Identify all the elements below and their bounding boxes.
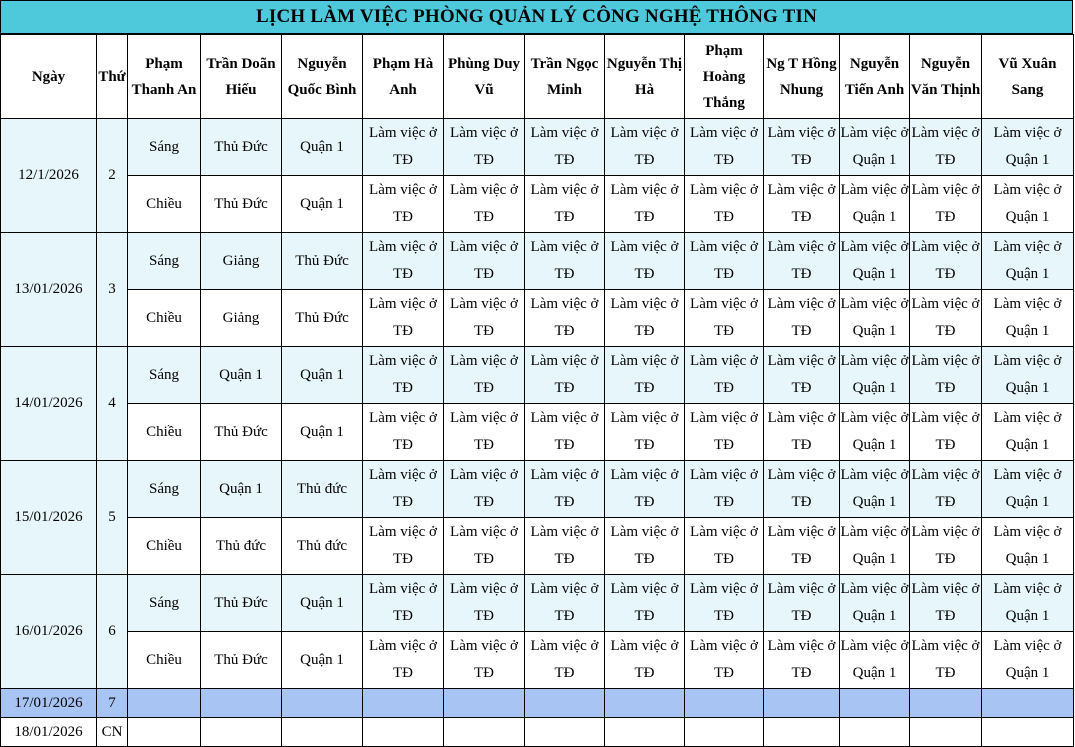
schedule-cell[interactable]: Làm việc ở TĐ xyxy=(363,290,444,347)
table-row xyxy=(1,689,1074,718)
schedule-cell[interactable]: Làm việc ở TĐ xyxy=(444,461,525,518)
schedule-cell[interactable]: Thủ Đức xyxy=(201,404,282,461)
schedule-cell[interactable]: Làm việc ở Quận 1 xyxy=(840,119,910,176)
schedule-cell[interactable]: Làm việc ở TĐ xyxy=(764,461,840,518)
schedule-cell[interactable]: Quận 1 xyxy=(282,176,363,233)
empty-cell[interactable] xyxy=(525,718,605,747)
empty-cell[interactable] xyxy=(840,718,910,747)
schedule-cell[interactable]: Giảng xyxy=(201,233,282,290)
table-row xyxy=(1,575,1074,632)
empty-cell[interactable] xyxy=(201,718,282,747)
schedule-cell[interactable]: Làm việc ở Quận 1 xyxy=(982,233,1074,290)
column-header[interactable]: Trần Doãn Hiếu xyxy=(201,35,282,119)
date-cell[interactable]: 15/01/2026 xyxy=(1,461,97,575)
date-cell[interactable]: 17/01/2026 xyxy=(1,689,97,718)
schedule-cell[interactable]: Làm việc ở TĐ xyxy=(685,347,764,404)
session-cell[interactable]: Chiều xyxy=(128,632,201,689)
schedule-cell[interactable]: Làm việc ở TĐ xyxy=(685,176,764,233)
empty-cell[interactable] xyxy=(910,689,982,718)
weekday-cell[interactable]: 5 xyxy=(97,461,128,575)
schedule-cell[interactable]: Làm việc ở Quận 1 xyxy=(982,347,1074,404)
date-cell[interactable]: 16/01/2026 xyxy=(1,575,97,689)
schedule-cell[interactable]: Thủ Đức xyxy=(282,290,363,347)
schedule-cell[interactable]: Làm việc ở Quận 1 xyxy=(840,575,910,632)
empty-cell[interactable] xyxy=(764,718,840,747)
schedule-cell[interactable]: Làm việc ở TĐ xyxy=(363,347,444,404)
session-cell[interactable]: Sáng xyxy=(128,575,201,632)
table-row xyxy=(1,718,1074,747)
table-row xyxy=(1,518,1074,575)
schedule-cell[interactable]: Thủ đức xyxy=(282,461,363,518)
schedule-cell[interactable]: Làm việc ở TĐ xyxy=(525,119,605,176)
session-cell[interactable]: Chiều xyxy=(128,176,201,233)
schedule-cell[interactable]: Làm việc ở TĐ xyxy=(764,176,840,233)
schedule-cell[interactable]: Làm việc ở TĐ xyxy=(764,233,840,290)
schedule-cell[interactable]: Làm việc ở Quận 1 xyxy=(982,176,1074,233)
header-row xyxy=(1,35,1074,119)
schedule-cell[interactable]: Thủ Đức xyxy=(282,233,363,290)
table-row xyxy=(1,632,1074,689)
empty-cell[interactable] xyxy=(910,718,982,747)
schedule-cell[interactable]: Làm việc ở TĐ xyxy=(685,518,764,575)
schedule-cell[interactable]: Làm việc ở TĐ xyxy=(764,290,840,347)
schedule-cell[interactable]: Làm việc ở TĐ xyxy=(363,176,444,233)
column-header[interactable]: Phạm Thanh An xyxy=(128,35,201,119)
session-cell[interactable]: Chiều xyxy=(128,290,201,347)
session-cell[interactable]: Chiều xyxy=(128,404,201,461)
schedule-cell[interactable]: Làm việc ở TĐ xyxy=(444,119,525,176)
schedule-cell[interactable]: Làm việc ở TĐ xyxy=(363,461,444,518)
schedule-cell[interactable]: Làm việc ở TĐ xyxy=(444,632,525,689)
schedule-cell[interactable]: Làm việc ở Quận 1 xyxy=(982,518,1074,575)
session-cell[interactable]: Chiều xyxy=(128,518,201,575)
column-header[interactable]: Nguyễn Quốc Bình xyxy=(282,35,363,119)
weekday-cell[interactable]: 6 xyxy=(97,575,128,689)
schedule-cell[interactable]: Làm việc ở TĐ xyxy=(605,119,685,176)
weekday-cell[interactable]: 3 xyxy=(97,233,128,347)
session-cell[interactable]: Sáng xyxy=(128,461,201,518)
schedule-cell[interactable]: Làm việc ở Quận 1 xyxy=(982,119,1074,176)
empty-cell[interactable] xyxy=(282,689,363,718)
schedule-cell[interactable]: Làm việc ở TĐ xyxy=(525,518,605,575)
schedule-cell[interactable]: Làm việc ở TĐ xyxy=(605,575,685,632)
empty-cell[interactable] xyxy=(685,689,764,718)
schedule-cell[interactable]: Làm việc ở Quận 1 xyxy=(840,404,910,461)
table-row xyxy=(1,176,1074,233)
schedule-cell[interactable]: Quận 1 xyxy=(282,119,363,176)
schedule-cell[interactable]: Làm việc ở TĐ xyxy=(525,575,605,632)
schedule-cell[interactable]: Làm việc ở Quận 1 xyxy=(982,575,1074,632)
column-header[interactable]: Phùng Duy Vũ xyxy=(444,35,525,119)
schedule-cell[interactable]: Làm việc ở TĐ xyxy=(525,404,605,461)
schedule-body xyxy=(1,119,1074,747)
table-row xyxy=(1,347,1074,404)
schedule-cell[interactable]: Làm việc ở TĐ xyxy=(764,404,840,461)
schedule-cell[interactable]: Thủ đức xyxy=(282,518,363,575)
empty-cell[interactable] xyxy=(982,718,1074,747)
column-header[interactable]: Phạm Hoàng Thắng xyxy=(685,35,764,119)
schedule-cell[interactable]: Làm việc ở Quận 1 xyxy=(840,347,910,404)
empty-cell[interactable] xyxy=(982,689,1074,718)
schedule-cell[interactable]: Quận 1 xyxy=(282,347,363,404)
schedule-cell[interactable]: Làm việc ở TĐ xyxy=(764,347,840,404)
schedule-cell[interactable]: Làm việc ở TĐ xyxy=(764,518,840,575)
schedule-cell[interactable]: Làm việc ở TĐ xyxy=(910,233,982,290)
schedule-cell[interactable]: Làm việc ở TĐ xyxy=(685,404,764,461)
schedule-cell[interactable]: Làm việc ở TĐ xyxy=(685,575,764,632)
table-row xyxy=(1,119,1074,176)
column-header[interactable]: Vũ Xuân Sang xyxy=(982,35,1074,119)
schedule-cell[interactable]: Làm việc ở TĐ xyxy=(525,176,605,233)
session-cell[interactable]: Sáng xyxy=(128,233,201,290)
schedule-cell[interactable]: Làm việc ở TĐ xyxy=(525,461,605,518)
schedule-cell[interactable]: Làm việc ở TĐ xyxy=(685,233,764,290)
schedule-cell[interactable]: Làm việc ở TĐ xyxy=(363,233,444,290)
column-header[interactable]: Ngày xyxy=(1,35,97,119)
schedule-cell[interactable]: Thủ Đức xyxy=(201,119,282,176)
schedule-cell[interactable]: Quận 1 xyxy=(282,575,363,632)
schedule-cell[interactable]: Làm việc ở Quận 1 xyxy=(840,233,910,290)
schedule-cell[interactable]: Làm việc ở TĐ xyxy=(910,518,982,575)
schedule-cell[interactable]: Làm việc ở TĐ xyxy=(685,119,764,176)
schedule-cell[interactable]: Làm việc ở Quận 1 xyxy=(840,518,910,575)
schedule-cell[interactable]: Làm việc ở TĐ xyxy=(910,575,982,632)
schedule-cell[interactable]: Thủ Đức xyxy=(201,632,282,689)
schedule-cell[interactable]: Làm việc ở TĐ xyxy=(685,632,764,689)
schedule-cell[interactable]: Làm việc ở Quận 1 xyxy=(840,290,910,347)
schedule-cell[interactable]: Thủ Đức xyxy=(201,176,282,233)
schedule-cell[interactable]: Làm việc ở Quận 1 xyxy=(840,176,910,233)
schedule-cell[interactable]: Làm việc ở Quận 1 xyxy=(840,461,910,518)
schedule-cell[interactable]: Làm việc ở TĐ xyxy=(444,575,525,632)
schedule-cell[interactable]: Làm việc ở Quận 1 xyxy=(982,461,1074,518)
schedule-cell[interactable]: Làm việc ở TĐ xyxy=(764,575,840,632)
date-cell[interactable]: 18/01/2026 xyxy=(1,718,97,747)
schedule-cell[interactable]: Làm việc ở TĐ xyxy=(363,632,444,689)
empty-cell[interactable] xyxy=(128,689,201,718)
schedule-cell[interactable]: Quận 1 xyxy=(282,404,363,461)
schedule-cell[interactable]: Làm việc ở TĐ xyxy=(910,632,982,689)
schedule-cell[interactable]: Làm việc ở TĐ xyxy=(910,404,982,461)
schedule-cell[interactable]: Làm việc ở TĐ xyxy=(910,347,982,404)
schedule-cell[interactable]: Làm việc ở TĐ xyxy=(605,290,685,347)
column-header[interactable]: Trần Ngọc Minh xyxy=(525,35,605,119)
empty-cell[interactable] xyxy=(128,718,201,747)
empty-cell[interactable] xyxy=(282,718,363,747)
empty-cell[interactable] xyxy=(525,689,605,718)
schedule-cell[interactable]: Làm việc ở TĐ xyxy=(685,290,764,347)
schedule-cell[interactable]: Làm việc ở TĐ xyxy=(444,290,525,347)
schedule-table xyxy=(0,34,1074,747)
weekday-cell[interactable]: 2 xyxy=(97,119,128,233)
schedule-cell[interactable]: Làm việc ở TĐ xyxy=(525,233,605,290)
empty-cell[interactable] xyxy=(605,718,685,747)
schedule-cell[interactable]: Thủ đức xyxy=(201,518,282,575)
session-cell[interactable]: Sáng xyxy=(128,119,201,176)
empty-cell[interactable] xyxy=(605,689,685,718)
schedule-cell[interactable]: Làm việc ở TĐ xyxy=(910,290,982,347)
schedule-cell[interactable]: Làm việc ở TĐ xyxy=(764,632,840,689)
schedule-cell[interactable]: Giảng xyxy=(201,290,282,347)
empty-cell[interactable] xyxy=(363,689,444,718)
column-header[interactable]: Thứ xyxy=(97,35,128,119)
table-row xyxy=(1,290,1074,347)
schedule-cell[interactable]: Làm việc ở Quận 1 xyxy=(982,632,1074,689)
column-header[interactable]: Ng T Hồng Nhung xyxy=(764,35,840,119)
schedule-cell[interactable]: Làm việc ở TĐ xyxy=(363,518,444,575)
schedule-cell[interactable]: Làm việc ở TĐ xyxy=(444,176,525,233)
schedule-cell[interactable]: Làm việc ở TĐ xyxy=(605,632,685,689)
schedule-cell[interactable]: Làm việc ở TĐ xyxy=(764,119,840,176)
schedule-cell[interactable]: Làm việc ở Quận 1 xyxy=(982,290,1074,347)
weekday-cell[interactable]: CN xyxy=(97,718,128,747)
empty-cell[interactable] xyxy=(840,689,910,718)
schedule-cell[interactable]: Làm việc ở TĐ xyxy=(444,404,525,461)
date-cell[interactable]: 14/01/2026 xyxy=(1,347,97,461)
session-cell[interactable]: Sáng xyxy=(128,347,201,404)
schedule-cell[interactable]: Làm việc ở TĐ xyxy=(910,119,982,176)
schedule-cell[interactable]: Quận 1 xyxy=(201,347,282,404)
schedule-cell[interactable]: Làm việc ở TĐ xyxy=(363,404,444,461)
empty-cell[interactable] xyxy=(764,689,840,718)
schedule-cell[interactable]: Làm việc ở TĐ xyxy=(525,632,605,689)
schedule-cell[interactable]: Làm việc ở TĐ xyxy=(444,347,525,404)
date-cell[interactable]: 13/01/2026 xyxy=(1,233,97,347)
schedule-cell[interactable]: Làm việc ở TĐ xyxy=(363,119,444,176)
schedule-cell[interactable]: Thủ Đức xyxy=(201,575,282,632)
empty-cell[interactable] xyxy=(685,718,764,747)
schedule-cell[interactable]: Làm việc ở TĐ xyxy=(363,575,444,632)
schedule-cell[interactable]: Quận 1 xyxy=(201,461,282,518)
empty-cell[interactable] xyxy=(363,718,444,747)
table-row xyxy=(1,461,1074,518)
empty-cell[interactable] xyxy=(444,718,525,747)
schedule-cell[interactable]: Làm việc ở TĐ xyxy=(525,347,605,404)
schedule-cell[interactable]: Làm việc ở TĐ xyxy=(910,176,982,233)
schedule-cell[interactable]: Làm việc ở TĐ xyxy=(685,461,764,518)
empty-cell[interactable] xyxy=(444,689,525,718)
column-header[interactable]: Nguyễn Tiến Anh xyxy=(840,35,910,119)
weekday-cell[interactable]: 7 xyxy=(97,689,128,718)
weekday-cell[interactable]: 4 xyxy=(97,347,128,461)
schedule-cell[interactable]: Làm việc ở TĐ xyxy=(605,461,685,518)
schedule-cell[interactable]: Làm việc ở TĐ xyxy=(605,404,685,461)
schedule-cell[interactable]: Làm việc ở TĐ xyxy=(605,233,685,290)
sheet-title[interactable]: LỊCH LÀM VIỆC PHÒNG QUẢN LÝ CÔNG NGHỆ THÔNG TIN xyxy=(0,0,1073,34)
schedule-cell[interactable]: Làm việc ở Quận 1 xyxy=(982,404,1074,461)
column-header[interactable]: Nguyễn Văn Thịnh xyxy=(910,35,982,119)
date-cell[interactable]: 12/1/2026 xyxy=(1,119,97,233)
schedule-cell[interactable]: Làm việc ở TĐ xyxy=(444,518,525,575)
table-row xyxy=(1,404,1074,461)
empty-cell[interactable] xyxy=(201,689,282,718)
schedule-cell[interactable]: Làm việc ở TĐ xyxy=(605,176,685,233)
schedule-cell[interactable]: Làm việc ở TĐ xyxy=(605,518,685,575)
schedule-cell[interactable]: Làm việc ở Quận 1 xyxy=(840,632,910,689)
schedule-cell[interactable]: Làm việc ở TĐ xyxy=(910,461,982,518)
column-header[interactable]: Phạm Hà Anh xyxy=(363,35,444,119)
table-row xyxy=(1,233,1074,290)
schedule-cell[interactable]: Làm việc ở TĐ xyxy=(525,290,605,347)
schedule-cell[interactable]: Làm việc ở TĐ xyxy=(444,233,525,290)
schedule-cell[interactable]: Làm việc ở TĐ xyxy=(605,347,685,404)
column-header[interactable]: Nguyễn Thị Hà xyxy=(605,35,685,119)
schedule-cell[interactable]: Quận 1 xyxy=(282,632,363,689)
